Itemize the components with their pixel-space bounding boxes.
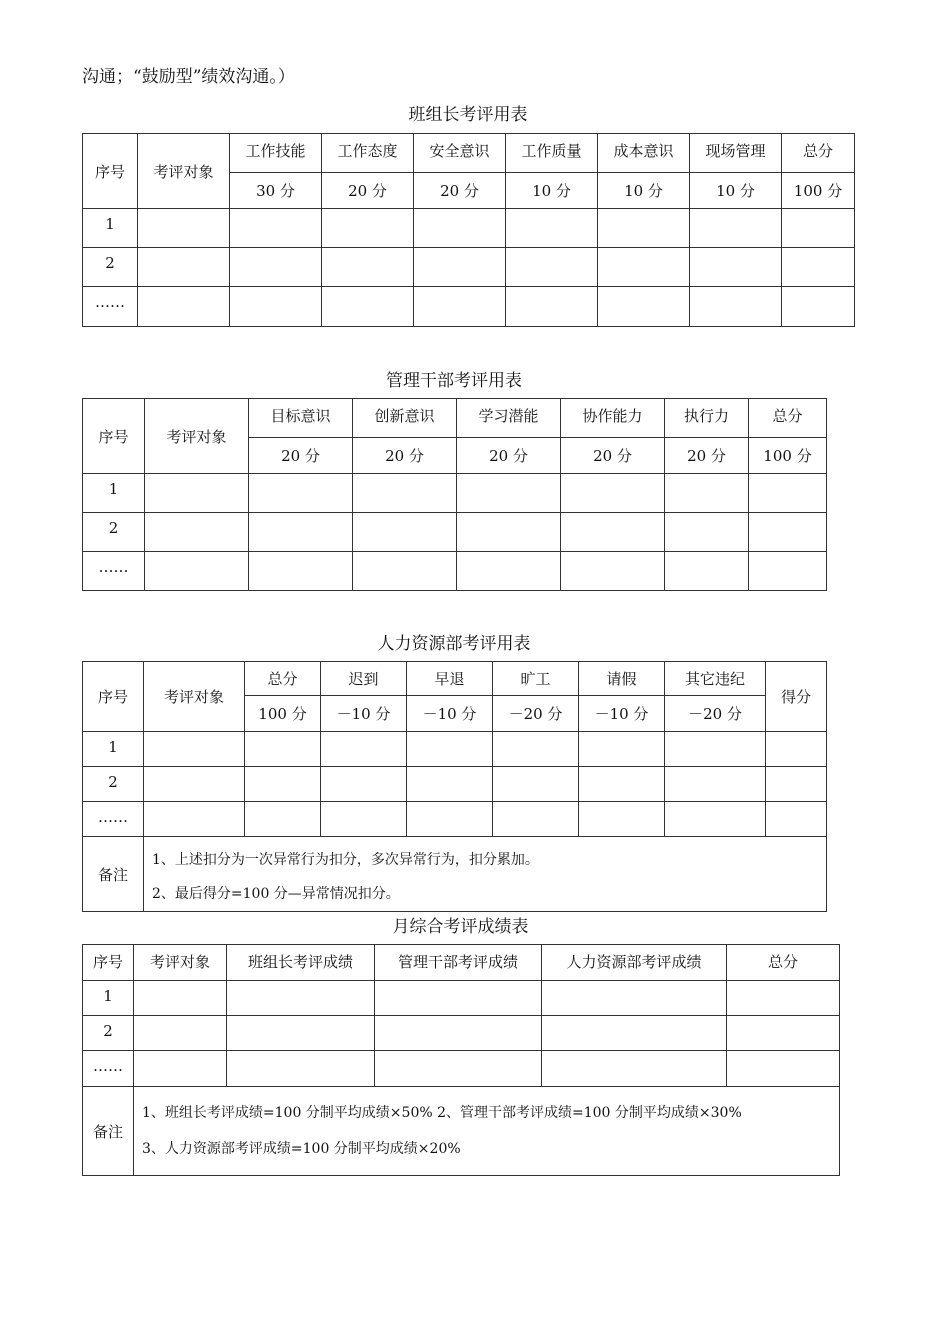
hr-eval-table (82, 661, 827, 912)
row-seq: 2 (83, 513, 145, 552)
points-cell: 100 分 (782, 173, 855, 209)
notes-row (83, 1087, 840, 1176)
note-line: 1、班组长考评成绩=100 分制平均成绩×50% 2、管理干部考评成绩=100 分制平均成绩×30% (142, 1105, 742, 1121)
points-cell: 10 分 (690, 173, 782, 209)
header-total: 总分 (727, 945, 840, 981)
table-row (83, 513, 827, 552)
header-total: 总分 (749, 399, 827, 438)
management-eval-table (82, 398, 827, 591)
intro-text: 沟通；“鼓励型”绩效沟通。） (82, 67, 295, 87)
table-row (83, 248, 855, 287)
points-cell: －20 分 (665, 696, 766, 732)
table-row (83, 552, 827, 591)
header-subject: 考评对象 (144, 662, 245, 732)
points-cell: 10 分 (598, 173, 690, 209)
row-seq: 2 (83, 248, 138, 287)
header-criterion: 工作质量 (506, 134, 598, 173)
points-cell: －10 分 (579, 696, 665, 732)
header-criterion: 管理干部考评成绩 (375, 945, 542, 981)
header-criterion: 迟到 (321, 662, 407, 696)
row-seq: 2 (83, 1016, 134, 1051)
table-row (83, 767, 827, 802)
table-row (83, 1016, 840, 1051)
points-cell: 20 分 (322, 173, 414, 209)
table-row (83, 474, 827, 513)
note-line: 1、上述扣分为一次异常行为扣分，多次异常行为，扣分累加。 (152, 852, 539, 868)
table-title-team-leader: 班组长考评用表 (408, 105, 528, 125)
row-seq: 1 (83, 209, 138, 248)
header-subject: 考评对象 (138, 134, 230, 209)
row-seq: 2 (83, 767, 144, 802)
header-criterion: 学习潜能 (457, 399, 561, 438)
row-seq: …… (83, 1051, 134, 1087)
points-cell: 20 分 (457, 438, 561, 474)
table-row (83, 209, 855, 248)
points-cell: 20 分 (353, 438, 457, 474)
header-seq: 序号 (83, 399, 145, 474)
table-title-management: 管理干部考评用表 (386, 371, 522, 391)
notes-content (134, 1087, 840, 1176)
header-criterion: 班组长考评成绩 (227, 945, 375, 981)
row-seq: …… (83, 287, 138, 327)
table-title-hr: 人力资源部考评用表 (377, 634, 531, 654)
team-leader-eval-table (82, 133, 855, 327)
points-cell: 20 分 (665, 438, 749, 474)
header-criterion: 安全意识 (414, 134, 506, 173)
table-row (83, 981, 840, 1016)
notes-label: 备注 (83, 837, 144, 912)
header-seq: 序号 (83, 662, 144, 732)
points-cell: 20 分 (249, 438, 353, 474)
row-seq: 1 (83, 981, 134, 1016)
header-seq: 序号 (83, 945, 134, 981)
header-criterion: 创新意识 (353, 399, 457, 438)
points-cell: 100 分 (245, 696, 321, 732)
header-criterion: 旷工 (493, 662, 579, 696)
notes-content (144, 837, 827, 912)
header-subject: 考评对象 (145, 399, 249, 474)
header-criterion: 人力资源部考评成绩 (542, 945, 727, 981)
table-row (83, 802, 827, 837)
points-cell: 30 分 (230, 173, 322, 209)
header-score: 得分 (766, 662, 827, 732)
row-seq: …… (83, 552, 145, 591)
note-line: 2、最后得分=100 分—异常情况扣分。 (152, 886, 400, 902)
header-criterion: 其它违纪 (665, 662, 766, 696)
header-total: 总分 (245, 662, 321, 696)
points-cell: －10 分 (407, 696, 493, 732)
notes-label: 备注 (83, 1087, 134, 1176)
row-seq: …… (83, 802, 144, 837)
points-cell: 20 分 (414, 173, 506, 209)
note-line: 3、人力资源部考评成绩=100 分制平均成绩×20% (142, 1141, 461, 1157)
table-title-monthly: 月综合考评成绩表 (392, 917, 529, 937)
header-criterion: 执行力 (665, 399, 749, 438)
points-cell: 20 分 (561, 438, 665, 474)
header-criterion: 工作态度 (322, 134, 414, 173)
points-cell: －20 分 (493, 696, 579, 732)
header-criterion: 工作技能 (230, 134, 322, 173)
header-criterion: 成本意识 (598, 134, 690, 173)
header-seq: 序号 (83, 134, 138, 209)
monthly-summary-table (82, 944, 840, 1176)
header-subject: 考评对象 (134, 945, 227, 981)
table-row (83, 732, 827, 767)
row-seq: 1 (83, 474, 145, 513)
table-row (83, 287, 855, 327)
header-criterion: 目标意识 (249, 399, 353, 438)
header-criterion: 早退 (407, 662, 493, 696)
header-criterion: 请假 (579, 662, 665, 696)
points-cell: 10 分 (506, 173, 598, 209)
header-total: 总分 (782, 134, 855, 173)
points-cell: －10 分 (321, 696, 407, 732)
row-seq: 1 (83, 732, 144, 767)
header-criterion: 协作能力 (561, 399, 665, 438)
table-row (83, 1051, 840, 1087)
points-cell: 100 分 (749, 438, 827, 474)
notes-row (83, 837, 827, 912)
header-criterion: 现场管理 (690, 134, 782, 173)
